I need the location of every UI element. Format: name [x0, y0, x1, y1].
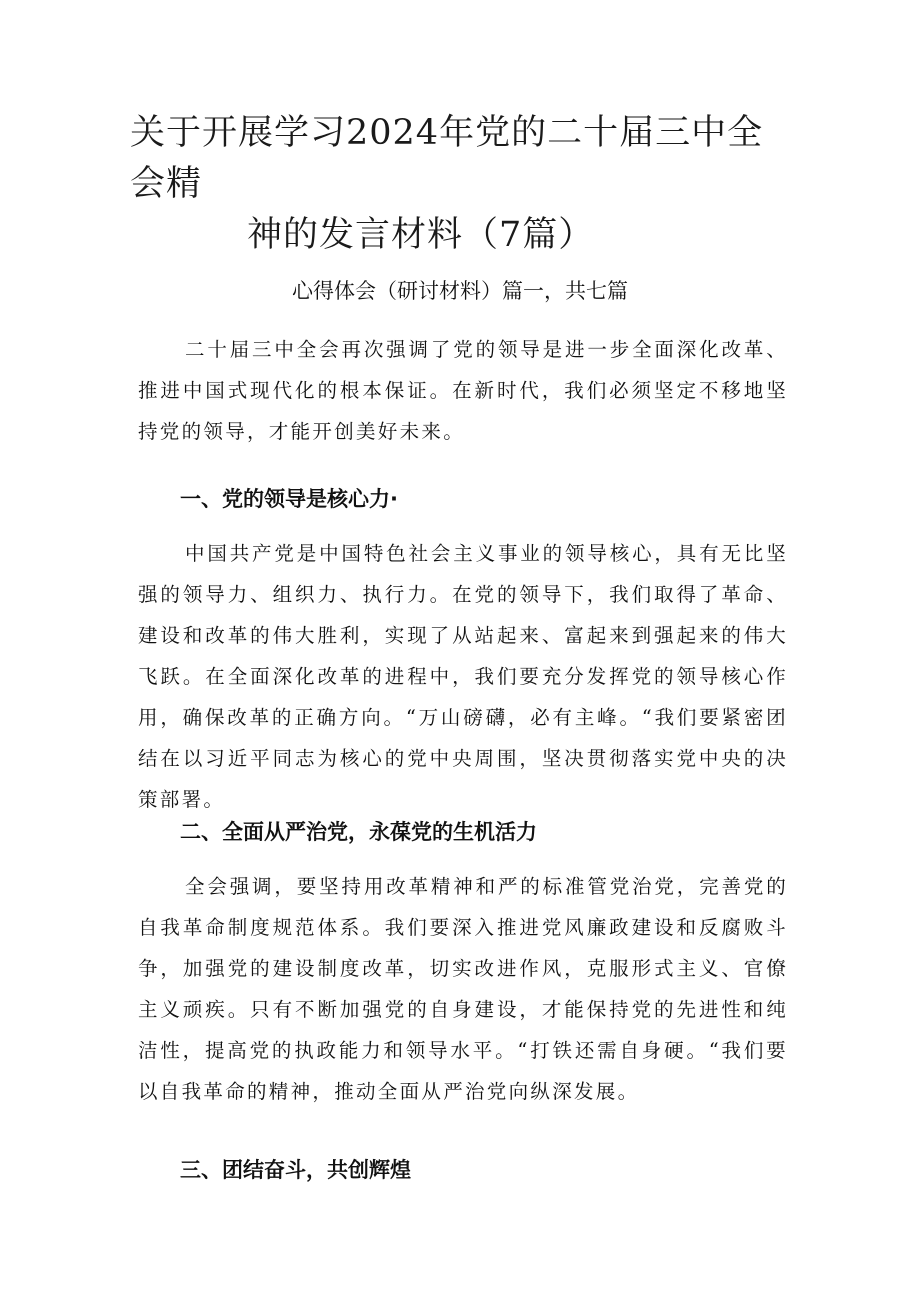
title-line-2: 神的发言材料（7篇）: [247, 215, 595, 255]
document-subtitle: 心得体会（研讨材料）篇一，共七篇: [292, 279, 628, 303]
intro-paragraph: 二十届三中全会再次强调了党的领导是进一步全面深化改革、推进中国式现代化的根本保证。在新时代，我们必须坚定不移地坚持党的领导，才能开创美好未来。: [138, 338, 788, 443]
section-2-heading: 二、全面从严治党，永葆党的生机活力: [180, 820, 537, 844]
section-1-paragraph: 中国共产党是中国特色社会主义事业的领导核心，具有无比坚强的领导力、组织力、执行力。在党的领导下，我们取得了革命、建设和改革的伟大胜利，实现了从站起来、富起来到强起来的伟大飞跃。在全面深化改革的进程中，我们要充分发挥党的领导核心作用，确保改革的正确方向。“万山磅礴，必有主峰。“我们要紧密团结在以习近平同志为核心的党中央周围，坚决贯彻落实党中央的决策部署。: [138, 542, 788, 811]
section-2-paragraph: 全会强调，要坚持用改革精神和严的标准管党治党，完善党的自我革命制度规范体系。我们要深入推进党风廉政建设和反腐败斗争，加强党的建设制度改革，切实改进作风，克服形式主义、官僚主义顽疾。只有不断加强党的自身建设，才能保持党的先进性和纯洁性，提高党的执政能力和领导水平。“打铁还需自身硬。“我们要以自我革命的精神，推动全面从严治党向纵深发展。: [138, 875, 788, 1103]
document-title: [130, 108, 790, 261]
section-3-heading: 三、团结奋斗，共创辉煌: [180, 1158, 411, 1182]
section-1-heading: 一、党的领导是核心力·: [180, 487, 398, 511]
title-line-1: 关于开展学习2024年党的二十届三中全会精: [130, 113, 764, 204]
